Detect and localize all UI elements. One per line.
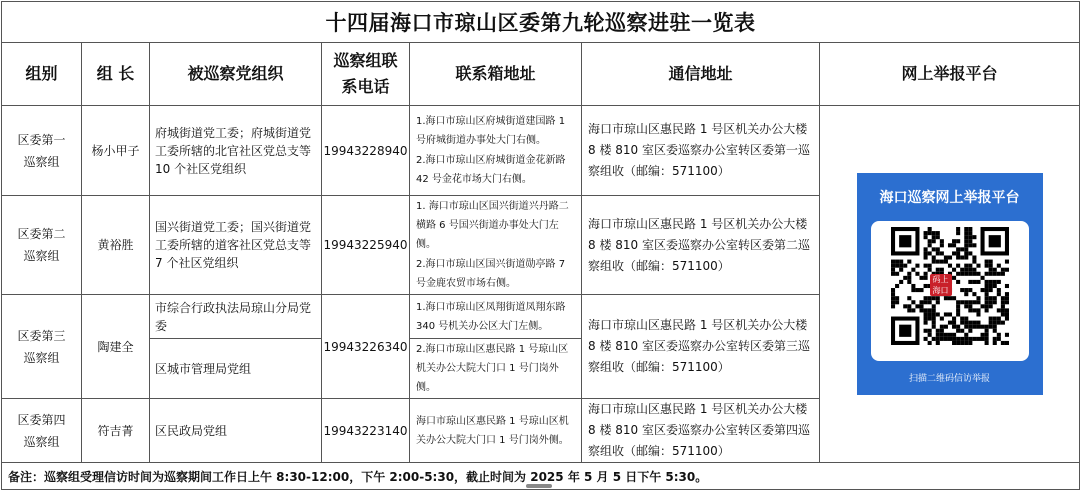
- group-name: 区委第一: [17, 132, 66, 147]
- header-phone-line2: 系电话: [341, 77, 390, 96]
- header-row: [2, 43, 1080, 106]
- org-cell: 府城街道党工委；府城街道党工委所辖的北官社区党总支等 10 个社区党组织: [150, 106, 322, 196]
- org-cell: 国兴街道党工委；国兴街道党工委所辖的道客社区党总支等 7 个社区党组织: [150, 196, 322, 295]
- leader-cell: 黄裕胜: [82, 196, 150, 295]
- mailbox-item: 2.海口市琼山区国兴街道勋亭路 7 号金鹿农贸市场右侧。: [416, 259, 566, 289]
- org-cell: 区城市管理局党组: [150, 339, 322, 399]
- poster-title: 海口巡察网上举报平台: [879, 190, 1020, 206]
- header-platform: 网上举报平台: [820, 43, 1080, 106]
- leader-cell: 陶建全: [82, 295, 150, 399]
- group-name: 区委第二: [17, 227, 66, 241]
- group-cell: [2, 399, 82, 463]
- address-cell: 海口市琼山区惠民路 1 号区机关办公大楼 8 楼 810 室区委巡察办公室转区委第三巡察组收（邮编：571100）: [582, 295, 820, 399]
- address-cell: 海口市琼山区惠民路 1 号区机关办公大楼 8 楼 810 室区委巡察办公室转区委第四巡察组收（邮编：571100）: [582, 399, 820, 463]
- group-name-suffix: 巡察组: [23, 154, 60, 169]
- group-name: 区委第三: [17, 328, 66, 343]
- address-cell: 海口市琼山区惠民路 1 号区机关办公大楼 8 楼 810 室区委巡察办公室转区委第一巡察组收（邮编：571100）: [582, 106, 820, 196]
- mailbox-item: 2.海口市琼山区惠民路 1 号琼山区机关办公大院大门口 1 号门岗外侧。: [416, 344, 569, 393]
- mailbox-cell: [410, 295, 582, 339]
- header-group: 组别: [2, 43, 82, 106]
- footnote: 备注：巡察组受理信访时间为巡察期间工作日上午 8:30-12:00，下午 2:00-5:30，截止时间为 2025 年 5 月 5 日下午 5:30。: [2, 463, 1080, 490]
- page-title: 十四届海口市琼山区委第九轮巡察进驻一览表: [2, 2, 1080, 43]
- header-leader: 组 长: [82, 43, 150, 106]
- poster-caption: 扫描二维码信访举报: [909, 374, 991, 384]
- mailbox-item: 2.海口市琼山区府城街道金花新路 42 号金花市场大门右侧。: [416, 155, 566, 185]
- mailbox-cell: [410, 196, 582, 295]
- group-name-suffix: 巡察组: [23, 434, 60, 449]
- group-name-suffix: 巡察组: [23, 249, 60, 263]
- platform-cell: [820, 106, 1080, 463]
- org-cell: 区民政局党组: [150, 399, 322, 463]
- mailbox-item: 1.海口市琼山区府城街道建国路 1 号府城街道办事处大门右侧。: [416, 116, 566, 146]
- header-org: 被巡察党组织: [150, 43, 322, 106]
- leader-cell: 杨小甲子: [82, 106, 150, 196]
- mailbox-item: 1. 海口市琼山区国兴街道兴丹路二横路 6 号国兴街道办事处大门左侧。: [416, 201, 569, 250]
- patrol-table: [1, 1, 1080, 490]
- group-cell: [2, 196, 82, 295]
- phone-cell: 19943225940: [322, 196, 410, 295]
- leader-cell: 符吉菁: [82, 399, 150, 463]
- report-platform-poster[interactable]: [857, 173, 1043, 395]
- group-cell: [2, 295, 82, 399]
- phone-cell: 19943228940: [322, 106, 410, 196]
- mailbox-cell: [410, 339, 582, 399]
- phone-cell: 19943223140: [322, 399, 410, 463]
- scroll-indicator[interactable]: [526, 484, 552, 488]
- group-name: 区委第四: [17, 412, 66, 427]
- address-cell: 海口市琼山区惠民路 1 号区机关办公大楼 8 楼 810 室区委巡察办公室转区委第二巡察组收（邮编：571100）: [582, 196, 820, 295]
- table-row: [2, 106, 1080, 196]
- header-phone: [322, 43, 410, 106]
- header-mailbox: 联系箱地址: [410, 43, 582, 106]
- phone-cell: 19943226340: [322, 295, 410, 399]
- group-name-suffix: 巡察组: [23, 350, 60, 365]
- org-cell: 市综合行政执法局琼山分局党委: [150, 295, 322, 339]
- header-address: 通信地址: [582, 43, 820, 106]
- qr-code-frame: [871, 221, 1029, 361]
- mailbox-item: 1.海口市琼山区凤翔街道凤翔东路 340 号机关办公区大门左侧。: [416, 301, 566, 332]
- mailbox-cell: [410, 106, 582, 196]
- group-cell: [2, 106, 82, 196]
- seal-logo: 码上 海口: [930, 274, 952, 296]
- header-phone-line1: 巡察组联: [333, 51, 398, 70]
- mailbox-cell: 海口市琼山区惠民路 1 号琼山区机关办公大院大门口 1 号门岗外侧。: [410, 399, 582, 463]
